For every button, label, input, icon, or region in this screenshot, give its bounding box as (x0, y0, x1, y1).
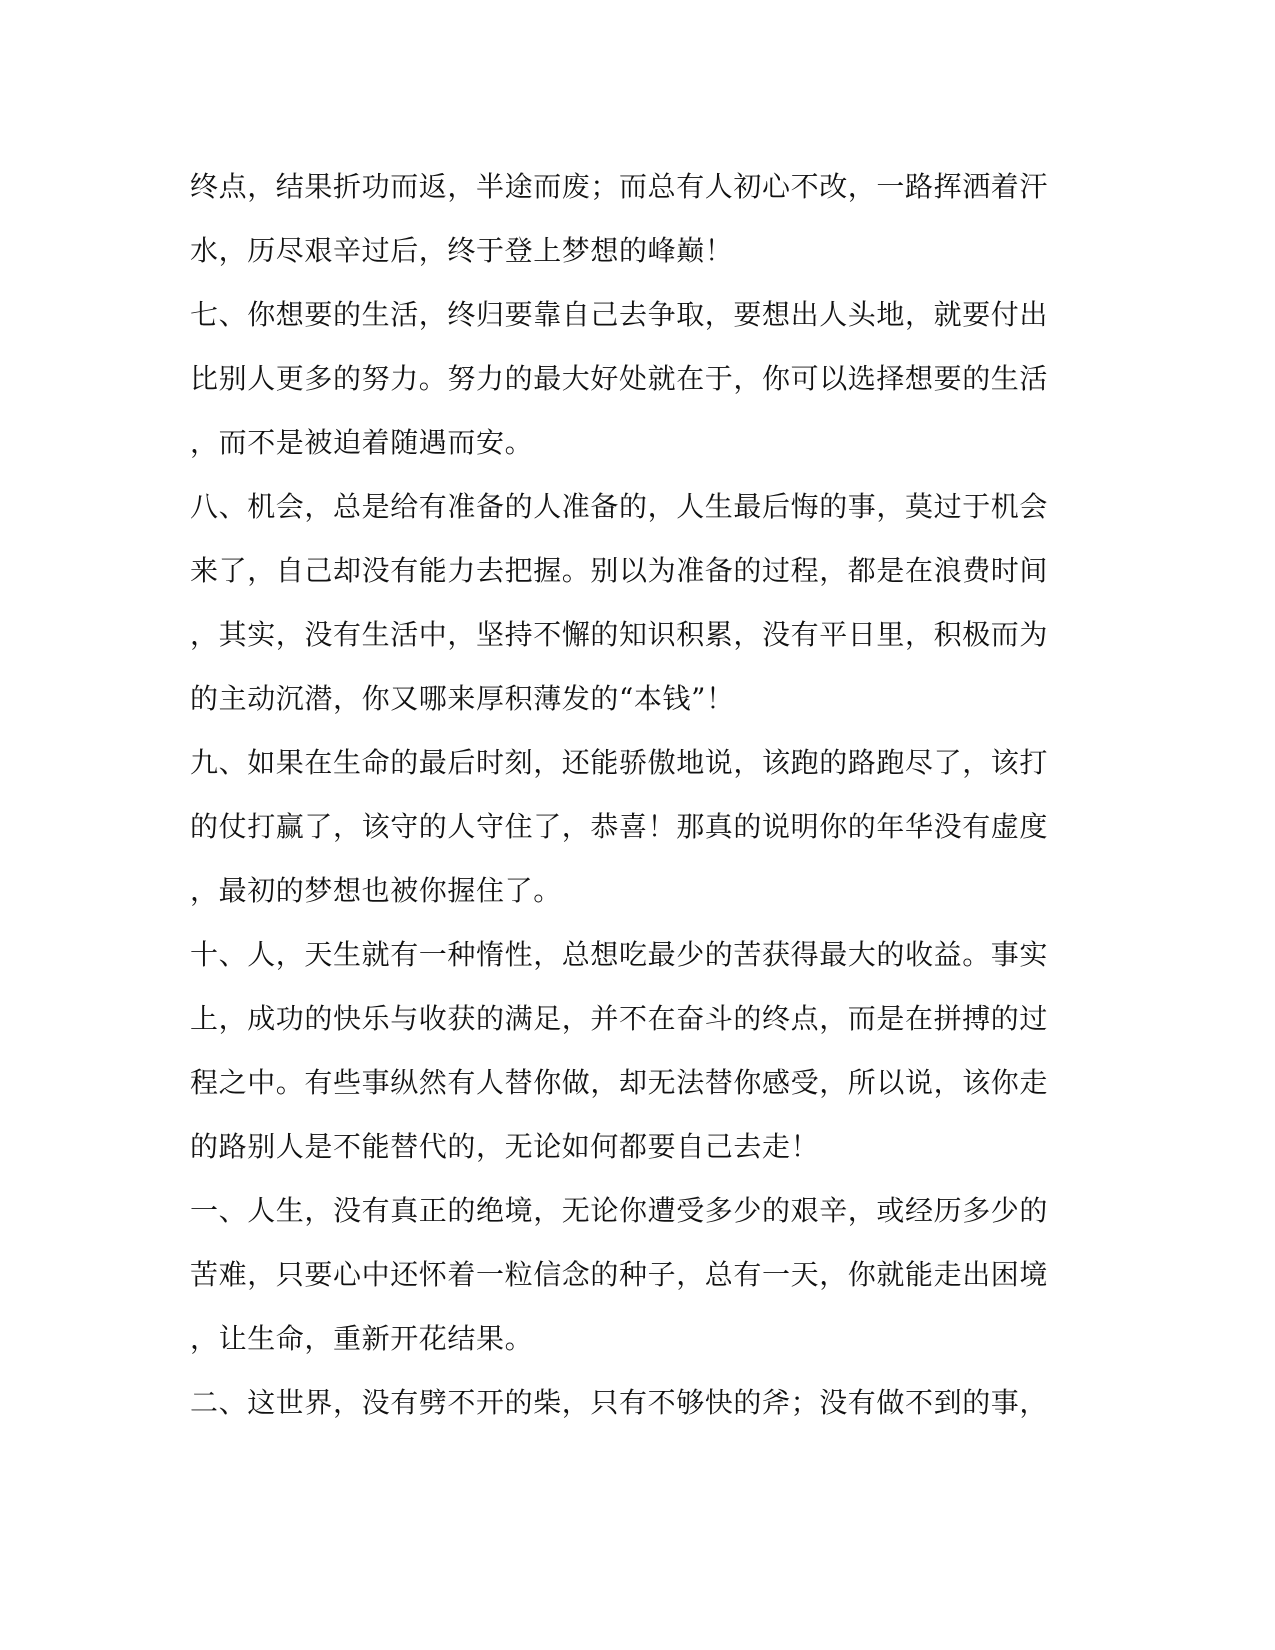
text-line: ，其实，没有生活中，坚持不懈的知识积累，没有平日里，积极而为 (190, 618, 1049, 651)
text-line: 十、人，天生就有一种惰性，总想吃最少的苦获得最大的收益。事实 (190, 938, 1049, 971)
text-line: 的路别人是不能替代的，无论如何都要自己去走！ (190, 1130, 820, 1163)
text-line: 比别人更多的努力。努力的最大好处就在于，你可以选择想要的生活 (190, 362, 1049, 395)
text-line: ，让生命，重新开花结果。 (190, 1322, 534, 1355)
body-text (190, 155, 1070, 1435)
text-line: 的仗打赢了，该守的人守住了，恭喜！那真的说明你的年华没有虚度 (190, 810, 1049, 843)
text-line: 程之中。有些事纵然有人替你做，却无法替你感受，所以说，该你走 (190, 1066, 1049, 1099)
text-line: 的主动沉潜，你又哪来厚积薄发的“本钱”！ (190, 682, 735, 715)
text-line: 九、如果在生命的最后时刻，还能骄傲地说，该跑的路跑尽了，该打 (190, 746, 1049, 779)
text-line: ，而不是被迫着随遇而安。 (190, 426, 534, 459)
text-line: 二、这世界，没有劈不开的柴，只有不够快的斧；没有做不到的事， (190, 1386, 1049, 1419)
text-line: 终点，结果折功而返，半途而废；而总有人初心不改，一路挥洒着汗 (190, 170, 1049, 203)
text-line: 来了，自己却没有能力去把握。别以为准备的过程，都是在浪费时间 (190, 554, 1049, 587)
text-line: 八、机会，总是给有准备的人准备的，人生最后悔的事，莫过于机会 (190, 490, 1049, 523)
text-line: 上，成功的快乐与收获的满足，并不在奋斗的终点，而是在拼搏的过 (190, 1002, 1049, 1035)
text-line: 水，历尽艰辛过后，终于登上梦想的峰巅！ (190, 234, 734, 267)
text-line: 一、人生，没有真正的绝境，无论你遭受多少的艰辛，或经历多少的 (190, 1194, 1049, 1227)
text-line: ，最初的梦想也被你握住了。 (190, 874, 562, 907)
text-line: 七、你想要的生活，终归要靠自己去争取，要想出人头地，就要付出 (190, 298, 1049, 331)
text-line: 苦难，只要心中还怀着一粒信念的种子，总有一天，你就能走出困境 (190, 1258, 1049, 1291)
